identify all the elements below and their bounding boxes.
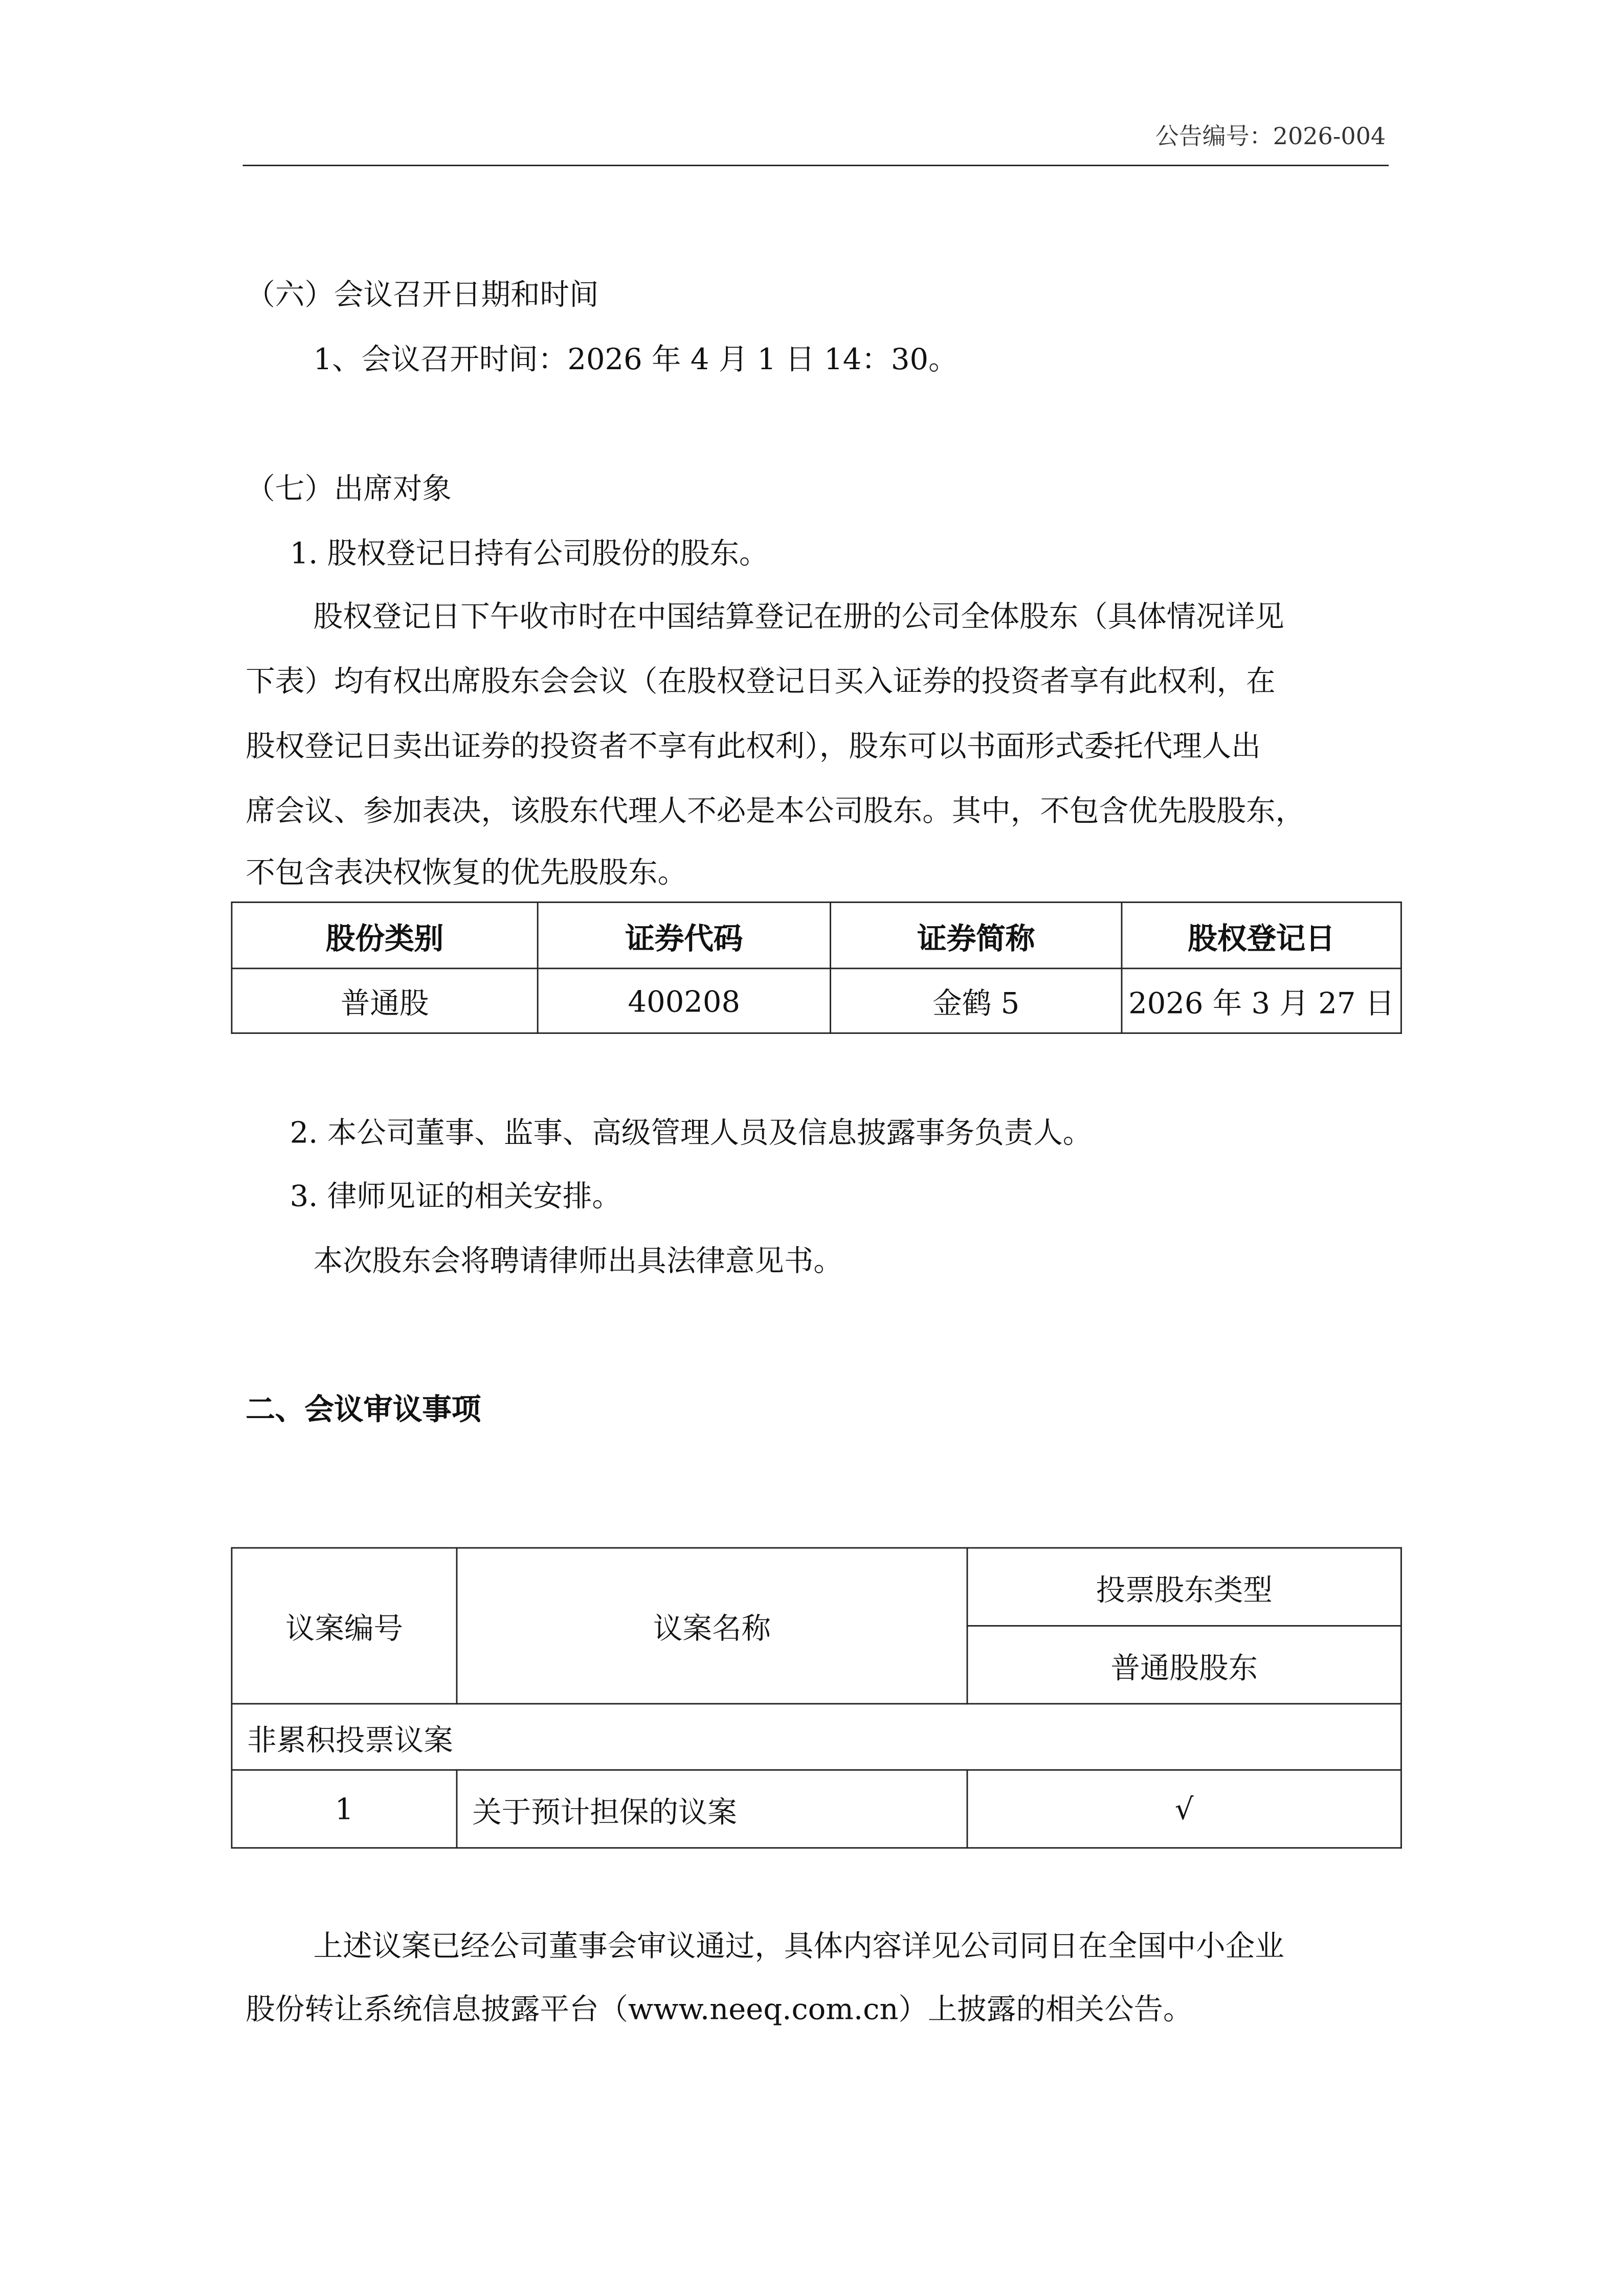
share-registration-table — [231, 902, 1402, 1034]
header-divider — [243, 165, 1389, 166]
paragraph-line: 股权登记日下午收市时在中国结算登记在册的公司全体股东（具体情况详见 — [313, 598, 1284, 634]
paragraph-line: 股权登记日卖出证券的投资者不享有此权利），股东可以书面形式委托代理人出 — [246, 728, 1261, 763]
header-share-class: 股份类别 — [232, 902, 538, 968]
header-record-date: 股权登记日 — [1122, 902, 1401, 968]
cell-record-date: 2026 年 3 月 27 日 — [1122, 969, 1401, 1033]
attendee-item-1: 1. 股权登记日持有公司股份的股东。 — [290, 535, 769, 571]
header-security-abbr: 证券简称 — [831, 902, 1122, 968]
attendee-item-3: 3. 律师见证的相关安排。 — [290, 1178, 621, 1213]
header-motion-name: 议案名称 — [457, 1548, 967, 1704]
section-2-heading: 二、会议审议事项 — [246, 1391, 481, 1427]
table-header-row — [232, 1548, 1401, 1626]
section-6-heading: （六）会议召开日期和时间 — [246, 276, 599, 312]
cell-share-class: 普通股 — [232, 969, 538, 1033]
cell-motion-name: 关于预计担保的议案 — [457, 1770, 967, 1848]
cell-security-abbr: 金鹤 5 — [831, 969, 1122, 1033]
header-security-code: 证券代码 — [538, 902, 830, 968]
table-group-row — [232, 1704, 1401, 1770]
paragraph-line: 席会议、参加表决，该股东代理人不必是本公司股东。其中，不包含优先股股东， — [246, 793, 1305, 828]
paragraph-line: 下表）均有权出席股东会会议（在股权登记日买入证券的投资者享有此权利，在 — [246, 663, 1276, 699]
cell-motion-no: 1 — [232, 1770, 457, 1848]
table-row — [232, 969, 1401, 1033]
header-motion-no: 议案编号 — [232, 1548, 457, 1704]
paragraph-line: 不包含表决权恢复的优先股股东。 — [246, 854, 687, 890]
meeting-time-item: 1、会议召开时间：2026 年 4 月 1 日 14：30。 — [313, 341, 958, 377]
header-vote-type: 投票股东类型 — [967, 1548, 1401, 1626]
table-row — [232, 1770, 1401, 1848]
cell-common-check: √ — [967, 1770, 1401, 1848]
lawyer-arrangement-text: 本次股东会将聘请律师出具法律意见书。 — [313, 1243, 843, 1278]
group-label: 非累积投票议案 — [232, 1704, 1401, 1770]
announcement-number: 公告编号：2026-004 — [1155, 122, 1386, 150]
closing-line: 上述议案已经公司董事会审议通过，具体内容详见公司同日在全国中小企业 — [313, 1928, 1284, 1964]
motion-table — [231, 1547, 1402, 1849]
closing-line: 股份转让系统信息披露平台（www.neeq.com.cn）上披露的相关公告。 — [246, 1991, 1193, 2027]
cell-security-code: 400208 — [538, 969, 830, 1033]
table-header-row — [232, 902, 1401, 968]
section-7-heading: （七）出席对象 — [246, 470, 452, 506]
header-common-shareholders: 普通股股东 — [967, 1626, 1401, 1703]
attendee-item-2: 2. 本公司董事、监事、高级管理人员及信息披露事务负责人。 — [290, 1115, 1093, 1151]
